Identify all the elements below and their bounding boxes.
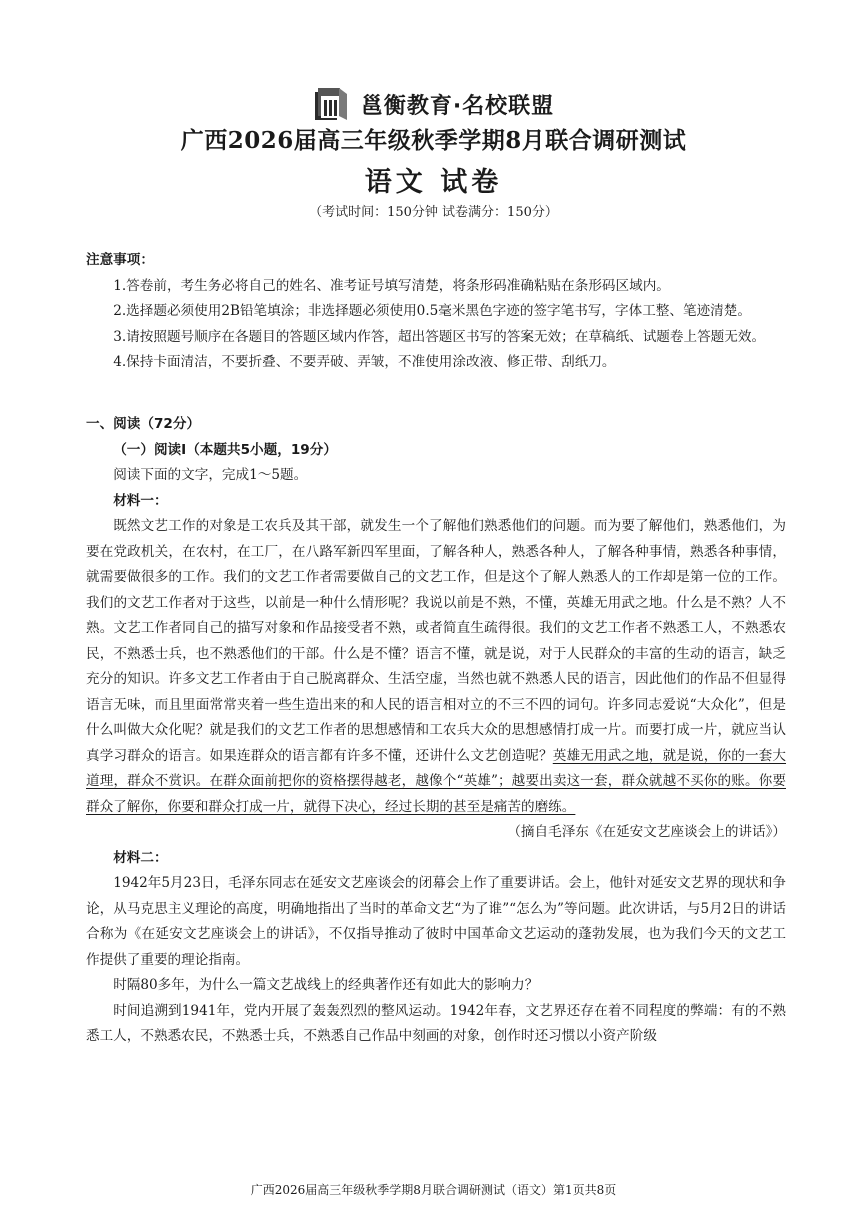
reading-section bbox=[86, 412, 786, 1050]
material2-label: 材料二： bbox=[113, 849, 168, 866]
notes-section bbox=[86, 248, 786, 376]
material1-text: 既然文艺工作的对象是工农兵及其干部，就发生一个了解他们熟悉他们的问题。而为要了解他们，熟悉他们，为要在党政机关，在农村，在工厂，在八路军新四军里面，了解各种人，熟悉各种人，了解各种事情，熟悉各种事情，就需要做很多的工作。我们的文艺工作者需要做自己的文艺工作，但是这个了解人熟悉人的工作却是第一位的工作。我们的文艺工作者对于这些，以前是一种什么情形呢？我说以前是不熟，不懂，英雄无用武之地。什么是不熟？人不熟。文艺工作者同自己的描写对象和作品接受者不熟，或者简直生疏得很。我们的文艺工作者不熟悉工人，不熟悉农民，不熟悉士兵，也不熟悉他们的干部。什么是不懂？语言不懂，就是说，对于人民群众的丰富的生动的语言，缺乏充分的知识。许多文艺工作者由于自己脱离群众、生活空虚，当然也就不熟悉人民的语言，因此他们的作品不但显得语言无味，而且里面常常夹着一些生造出来的和人民的语言相对立的不三不四的词句。许多同志爱说“大众化”，但是什么叫做大众化呢？就是我们的文艺工作者的思想感情和工农兵大众的思想感情打成一片。而要打成一片，就应当认真学习群众的语言。如果连群众的语言都有许多不懂，还讲什么文艺创造呢？ bbox=[86, 518, 786, 764]
material1-underlined-text: 英雄无用武之地，就是说，你的一套大道理，群众不赏识。在群众面前把你的资格摆得越老，越像个“英雄”；越要出卖这一套，群众就越不买你的账。你要群众了解你，你要和群众打成一片，就得下决心，经过长期的甚至是痛苦的磨练。 bbox=[86, 747, 787, 815]
school-logo-icon bbox=[313, 86, 351, 122]
note-item: 3.请按照题号顺序在各题目的答题区域内作答，超出答题区书写的答案无效；在草稿纸、试题卷上答题无效。 bbox=[113, 328, 766, 345]
note-item: 2.选择题必须使用2B铅笔填涂；非选择题必须使用0.5毫米黑色字迹的签字笔书写，字体工整、笔迹清楚。 bbox=[113, 303, 751, 319]
brand-header bbox=[0, 86, 867, 122]
material2-paragraph: 1942年5月23日，毛泽东同志在延安文艺座谈会的闭幕会上作了重要讲话。会上，他针对延安文艺界的现状和争论，从马克思主义理论的高度，明确地指出了当时的革命文艺“为了谁”“怎么为”等问题。此次讲话，与5月2日的讲话合称为《在延安文艺座谈会上的讲话》，不仅指导推动了彼时中国革命文艺运动的蓬勃发展，也为我们今天的文艺工作提供了重要的理论指南。 bbox=[86, 875, 786, 968]
material1-label: 材料一： bbox=[113, 492, 168, 509]
note-item: 1.答卷前，考生务必将自己的姓名、准考证号填写清楚，将条形码准确粘贴在条形码区域内。 bbox=[113, 277, 670, 294]
exam-info: （考试时间：150分钟 试卷满分：150分） bbox=[309, 205, 558, 220]
exam-title: 广西2026届高三年级秋季学期8月联合调研测试 bbox=[180, 127, 687, 154]
instruction: 阅读下面的文字，完成1～5题。 bbox=[113, 467, 308, 483]
notes-title: 注意事项： bbox=[86, 252, 154, 268]
note-item: 4.保持卡面清洁，不要折叠、不要弄破、弄皱，不准使用涂改液、修正带、刮纸刀。 bbox=[113, 354, 616, 370]
material2-paragraph: 时隔80多年，为什么一篇文艺战线上的经典著作还有如此大的影响力？ bbox=[113, 977, 539, 993]
page-footer: 广西2026届高三年级秋季学期8月联合调研测试（语文）第1页共8页 bbox=[250, 1183, 617, 1197]
material1-paragraph bbox=[86, 514, 786, 820]
section-title: 一、阅读（72分） bbox=[86, 416, 201, 432]
material2-paragraph: 时间追溯到1941年，党内开展了轰轰烈烈的整风运动。1942年春，文艺界还存在着不同程度的弊端：有的不熟悉工人，不熟悉农民，不熟悉士兵，不熟悉自己作品中刻画的对象，创作时还习惯以小资产阶级 bbox=[86, 1002, 786, 1044]
material1-source: （摘自毛泽东《在延安文艺座谈会上的讲话》） bbox=[507, 824, 786, 840]
subject-title: 语文 试卷 bbox=[364, 167, 503, 198]
brand-name: 邕衡教育·名校联盟 bbox=[360, 93, 555, 119]
part-title: （一）阅读Ⅰ（本题共5小题，19分） bbox=[113, 441, 337, 458]
